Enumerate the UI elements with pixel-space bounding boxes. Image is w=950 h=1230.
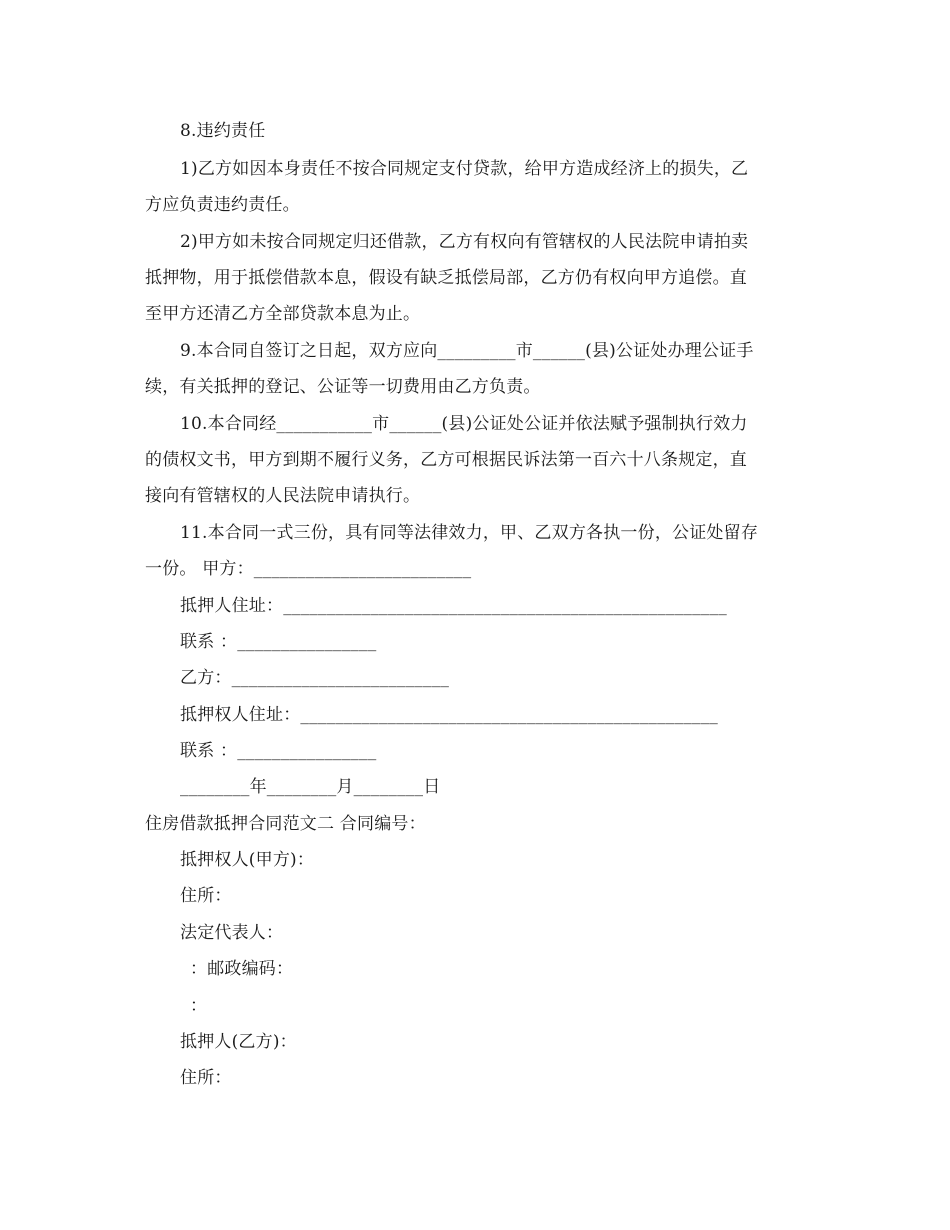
mortgagor-party-b-label: 抵押人(乙方)： [180, 1032, 297, 1052]
paragraph-line: 方应负责违约责任。 [145, 195, 300, 215]
party-a-line: 一份。 甲方：_________________________ [145, 559, 472, 579]
paragraph-line: 9.本合同自签订之日起，双方应向_________市______(县)公证处办理公证手 [180, 341, 754, 361]
contact-line: 联系 ：________________ [180, 741, 377, 761]
paragraph-line: 11.本合同一式三份，具有同等法律效力，甲、乙双方各执一份，公证处留存 [180, 523, 759, 543]
contact-line: 联系 ：________________ [180, 632, 377, 652]
residence-label: 住所： [180, 1068, 232, 1088]
mortgagor-address-line: 抵押人住址：___________________________________________________ [180, 596, 727, 616]
mortgagee-address-line: 抵押权人住址：________________________________________________ [180, 705, 718, 725]
paragraph-line: 抵押物，用于抵偿借款本息，假设有缺乏抵偿局部，乙方仍有权向甲方追偿。直 [145, 268, 747, 288]
paragraph-line: 10.本合同经___________市______(县)公证处公证并依法赋予强制执行效力 [180, 414, 748, 434]
paragraph-line: 1)乙方如因本身责任不按合同规定支付贷款，给甲方造成经济上的损失，乙 [180, 159, 749, 179]
mortgagee-party-a-label: 抵押权人(甲方)： [180, 850, 315, 870]
legal-representative-label: 法定代表人： [180, 923, 284, 943]
paragraph-line: 的债权文书，甲方到期不履行义务，乙方可根据民诉法第一百六十八条规定，直 [145, 450, 747, 470]
paragraph-line: 续，有关抵押的登记、公证等一切费用由乙方负责。 [145, 377, 541, 397]
paragraph-line: 接向有管辖权的人民法院申请执行。 [145, 486, 421, 506]
colon-line: ： [190, 996, 208, 1016]
residence-label: 住所： [180, 886, 232, 906]
party-b-line: 乙方：_________________________ [180, 668, 450, 688]
section-heading-breach: 8.违约责任 [180, 121, 266, 141]
contract-title-line: 住房借款抵押合同范文二 合同编号： [145, 814, 426, 834]
paragraph-line: 至甲方还清乙方全部贷款本息为止。 [145, 304, 421, 324]
postal-code-label: ：邮政编码： [190, 959, 294, 979]
date-line: ________年________月________日 [180, 777, 441, 797]
paragraph-line: 2)甲方如未按合同规定归还借款，乙方有权向有管辖权的人民法院申请拍卖 [180, 232, 749, 252]
